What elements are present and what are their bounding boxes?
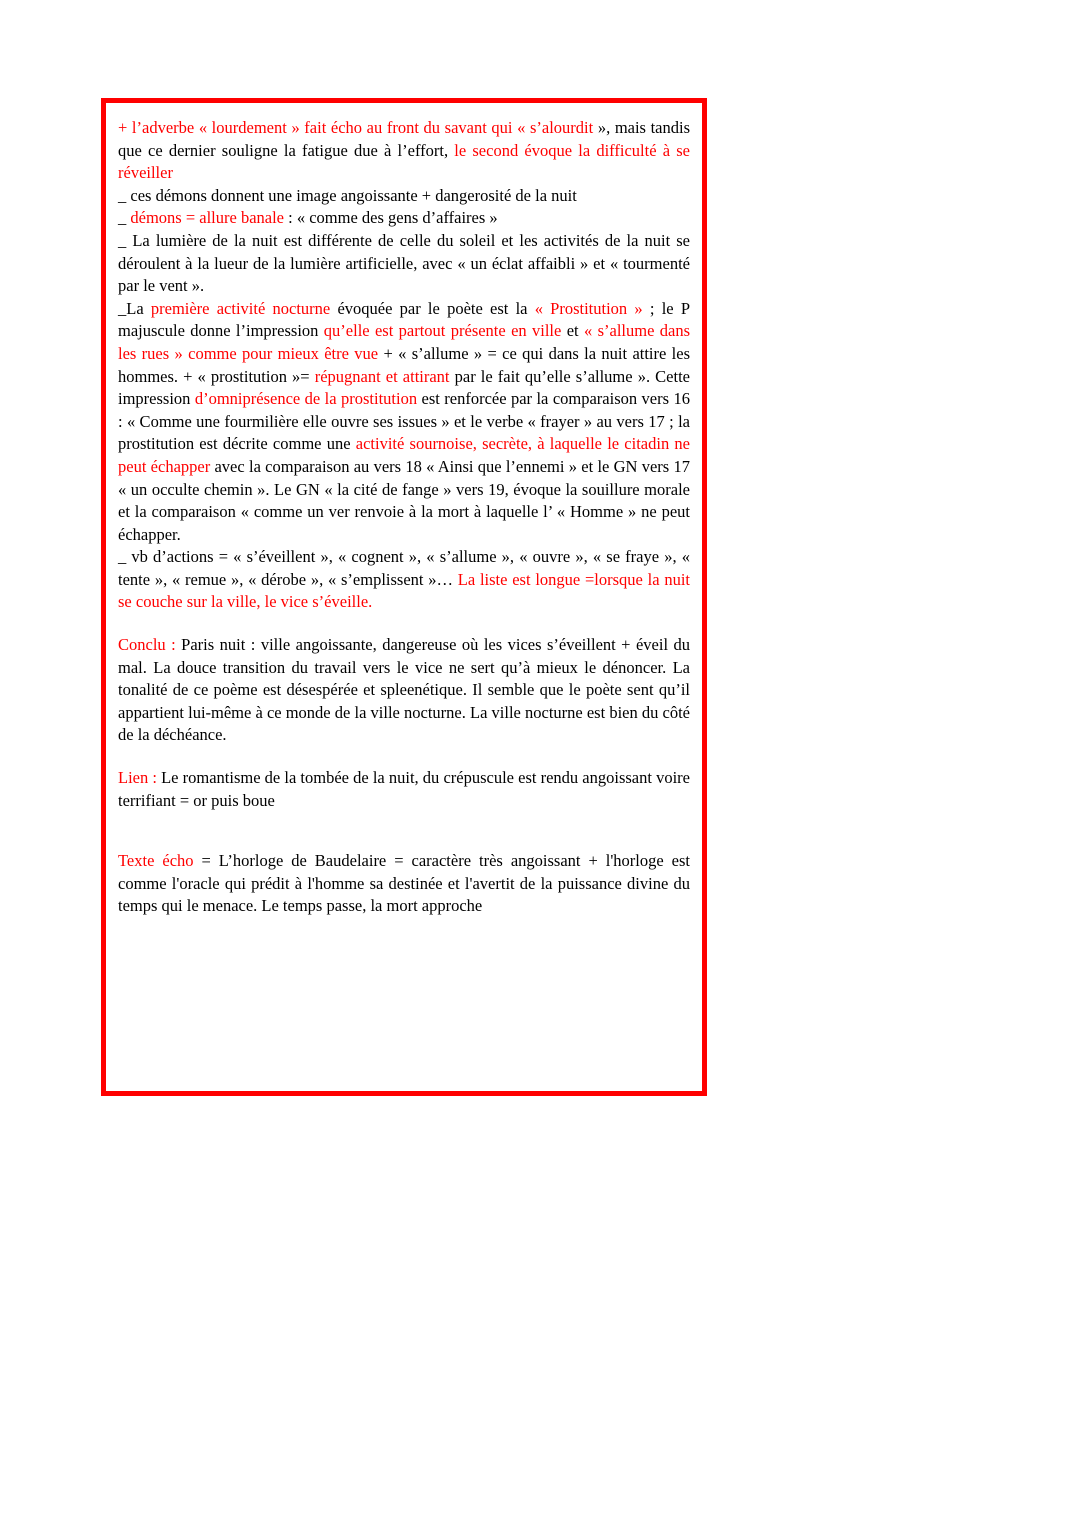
text-run: Lien :	[118, 768, 162, 788]
para-verbes-action	[118, 546, 690, 614]
text-run: évoquée par le poète est la	[330, 298, 535, 318]
text-run: d’omniprésence de la prostitution	[194, 389, 418, 409]
text-run: Le romantisme de la tombée de la nuit, du crépuscule est rendu angoissant voire terrifiant = or puis boue	[118, 768, 690, 810]
text-run: démons = allure banale	[130, 208, 284, 228]
text-run: par le fait qu’elle s’allume ». Cette impression	[118, 366, 690, 409]
text-run: répugnant et attirant	[314, 366, 450, 386]
text-run: _La	[118, 298, 151, 318]
text-run: et	[561, 321, 584, 341]
text-run: _ vb d’actions = « s’éveillent », « cognent », « s’allume », « ouvre », « se fraye », « tente », « remue », « dérobe », « s’emplissent »…	[118, 547, 690, 589]
text-run: avec la comparaison au vers 18 « Ainsi que l’ennemi » et le GN vers 17 « un occulte chemin ». Le GN « la cité de fange » vers 19, évoque la souillure morale et la comparaison « comme un ver renvoie à la mort à laquelle l’ « Homme » ne peut échapper.	[118, 456, 690, 544]
text-run: _	[118, 208, 131, 228]
text-run: « s’allume dans les rues » comme pour mieux être vue	[118, 321, 690, 363]
para-demons-allure-banale	[118, 207, 690, 230]
text-run: Paris nuit : ville angoissante, dangereuse où les vices s’éveillent + éveil du mal. La douce transition du travail vers le vice ne sert qu’à mieux le dénoncer. La tonalité de ce poème est désespérée et spleenétique. Il semble que le poète sent qu’il appartient lui-même à ce monde de la ville nocturne. La ville nocturne est bien du côté de la déchéance.	[118, 635, 690, 745]
text-run: qu’elle est partout présente en ville	[323, 321, 562, 341]
text-run: + l’adverbe « lourdement » fait écho au front du savant qui « s’alourdit	[118, 118, 598, 137]
paragraph-spacer	[118, 812, 690, 850]
text-run: Texte écho	[118, 851, 194, 871]
text-run: _ La lumière de la nuit est différente de celle du soleil et les activités de la nuit se déroulent à la lueur de la lumière artificielle, avec « un éclat affaibli » et « tourmenté par le vent ».	[118, 230, 690, 296]
text-run: + « s’allume » = ce qui dans la nuit attire les hommes. + « prostitution »=	[118, 343, 691, 386]
text-run: La liste est longue =lorsque la nuit se couche sur la ville, le vice s’éveille.	[118, 569, 690, 612]
text-run: activité sournoise, secrète, à laquelle le citadin ne peut échapper	[118, 434, 690, 476]
para-conclusion	[118, 634, 690, 747]
para-adverbe-lourdement	[118, 117, 690, 185]
para-texte-echo	[118, 850, 690, 918]
text-run: est renforcée par la comparaison vers 16 : « Comme une fourmilière elle ouvre ses issues » et le verbe « frayer » au vers 17 ; la prostitution est décrite comme une	[118, 389, 690, 454]
para-demons-image-angoissante	[118, 185, 690, 208]
text-run: ; le P majuscule donne l’impression	[118, 298, 691, 341]
para-premiere-activite-nocturne	[118, 298, 690, 547]
paragraph-spacer	[118, 614, 690, 634]
document-frame	[101, 98, 707, 1096]
document-body	[118, 117, 690, 918]
text-run: le second évoque la difficulté à se réveiller	[118, 140, 690, 183]
para-lien	[118, 767, 690, 812]
text-run: _ ces démons donnent une image angoissante + dangerosité de la nuit	[118, 185, 577, 205]
text-run: = L’horloge de Baudelaire = caractère très angoissant + l'horloge est comme l'oracle qui prédit à l'homme sa destinée et l'avertit de la puissance divine du temps qui le menace. Le temps passe, la mort approche	[118, 851, 691, 916]
text-run: », mais tandis que ce dernier souligne la fatigue due à l’effort,	[118, 118, 691, 160]
text-run: première activité nocturne	[150, 298, 331, 318]
paragraph-spacer	[118, 747, 690, 767]
text-run: : « comme des gens d’affaires »	[284, 208, 498, 228]
para-lumiere-nuit	[118, 230, 690, 298]
text-run: « Prostitution »	[534, 298, 643, 318]
text-run: Conclu :	[118, 635, 176, 655]
